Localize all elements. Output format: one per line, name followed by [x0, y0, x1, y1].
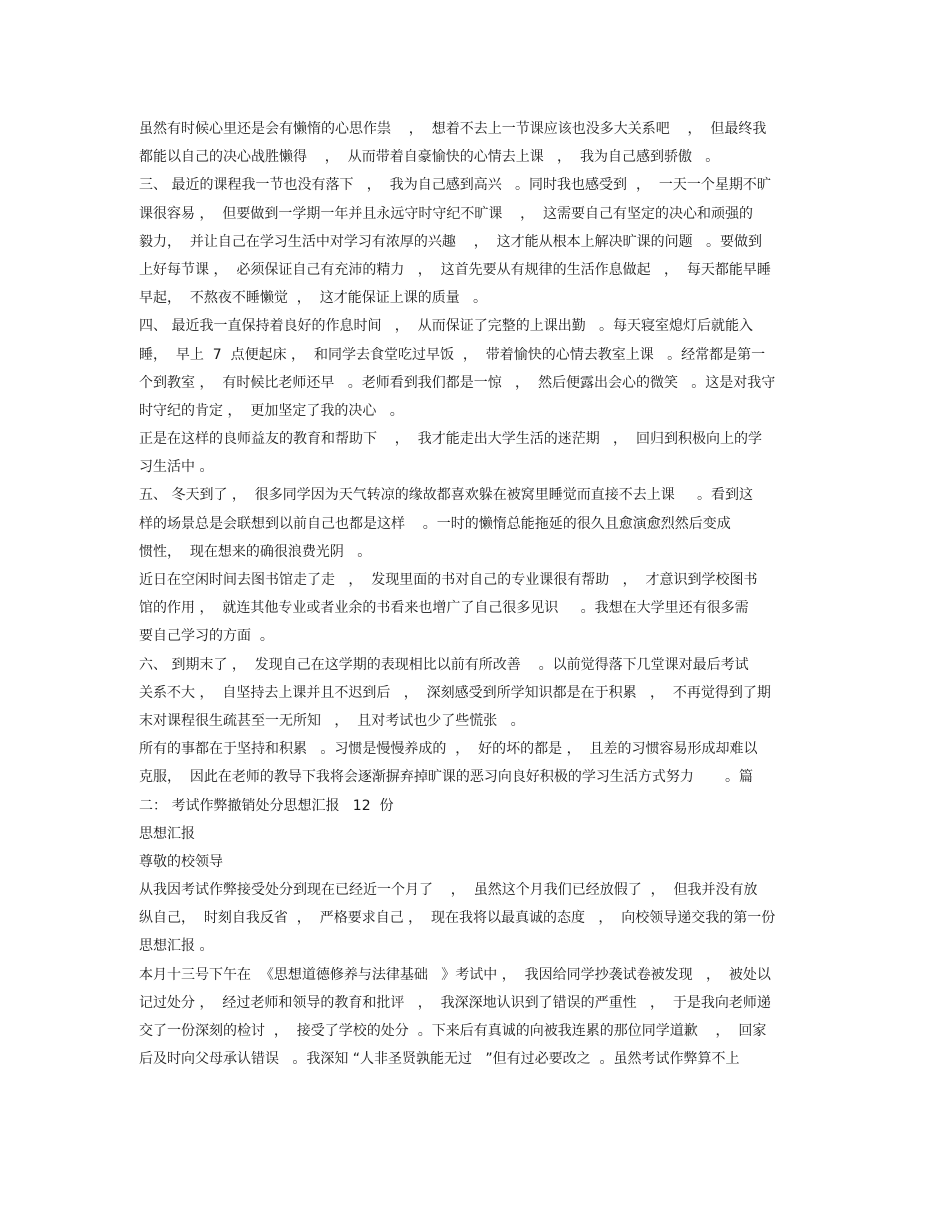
text-line: 要自己学习的方面 。 — [139, 628, 274, 645]
text-line: 馆的作用 ， 就连其他专业或者业余的书看来也增广了自己很多见识 。我想在大学里还有很多需 — [139, 600, 749, 617]
text-line: 四、 最近我一直保持着良好的作息时间 ， 从而保证了完整的上课出勤 。每天寝室熄灯后就能入 — [139, 318, 754, 335]
text-line: 思想汇报 — [139, 825, 195, 842]
text-line: 正是在这样的良师益友的教育和帮助下 ， 我才能走出大学生活的迷茫期 ， 回归到积极向上的学 — [139, 431, 762, 448]
text-line: 三、 最近的课程我一节也没有落下 ， 我为自己感到高兴 。同时我也感受到 ， 一天一个星期不旷 — [139, 177, 771, 194]
text-line: 本月十三号下午在 《思想道德修养与法律基础 》考试中 ， 我因给同学抄袭试卷被发现 ， 被处以 — [139, 966, 771, 983]
text-line: 近日在空闲时间去图书馆走了走 ， 发现里面的书对自己的专业课很有帮助 ， 才意识到学校图书 — [139, 572, 758, 588]
text-line: 克服， 因此在老师的教导下我将会逐渐摒弃掉旷课的恶习向良好积极的学习生活方式努力 。篇 — [139, 769, 754, 786]
text-line: 个到教室 ， 有时候比老师还早 。老师看到我们都是一惊 ， 然后便露出会心的微笑 。这是对我守 — [139, 374, 776, 391]
text-line: 样的场景总是会联想到以前自己也都是这样 。一时的懒惰总能拖延的很久且愈演愈烈然后变成 — [139, 515, 731, 532]
text-line: 所有的事都在于坚持和积累 。习惯是慢慢养成的 ， 好的坏的都是 ， 且差的习惯容易形成却难以 — [139, 741, 758, 758]
text-line: 末对课程很生疏甚至一无所知 ， 且对考试也少了些慌张 。 — [139, 712, 525, 729]
text-line: 交了一份深刻的检讨 ， 接受了学校的处分 。下来后有真诚的向被我连累的那位同学道歉 ， 回家 — [139, 1023, 767, 1039]
text-line: 二： 考试作弊撤销处分思想汇报 12 份 — [139, 797, 394, 814]
text-line: 尊敬的校领导 — [139, 853, 223, 870]
text-line: 时守纪的肯定 ， 更加坚定了我的决心 。 — [139, 402, 404, 419]
text-line: 从我因考试作弊接受处分到现在已经近一个月了 ， 虽然这个月我们已经放假了 ， 但我并没有放 — [139, 882, 758, 899]
text-line: 记过处分 ， 经过老师和领导的教育和批评 ， 我深深地认识到了错误的严重性 ， 于是我向老师递 — [139, 994, 771, 1011]
text-line: 关系不大 ， 自坚持去上课并且不迟到后 ， 深刻感受到所学知识都是在于积累 ， 不再觉得到了期 — [139, 684, 771, 701]
text-line: 思想汇报 。 — [139, 938, 214, 955]
text-line: 纵自己， 时刻自我反省 ， 严格要求自己 ， 现在我将以最真诚的态度 ， 向校领导递交我的第一份 — [139, 910, 776, 927]
text-line: 虽然有时候心里还是会有懒惰的心思作祟 ， 想着不去上一节课应该也没多大关系吧 ， 但最终我 — [139, 121, 767, 137]
text-line: 习生活中 。 — [139, 459, 214, 476]
text-line: 睡， 早上 7 点便起床 ， 和同学去食堂吃过早饭 ， 带着愉快的心情去教室上课 。经常都是第一 — [139, 346, 766, 363]
text-line: 都能以自己的决心战胜懒得 ， 从而带着自豪愉快的心情去上课 ， 我为自己感到骄傲 。 — [139, 149, 720, 166]
document-body — [139, 115, 811, 1073]
text-line: 早起， 不熬夜不睡懒觉 ， 这才能保证上课的质量 。 — [139, 290, 488, 307]
text-line: 惯性， 现在想来的确很浪费光阴 。 — [139, 543, 372, 560]
text-line: 课很容易 ， 但要做到一学期一年并且永远守时守纪不旷课 ， 这需要自己有坚定的决心和顽强的 — [139, 205, 754, 222]
text-line: 毅力， 并让自己在学习生活中对学习有浓厚的兴趣 ， 这才能从根本上解决旷课的问题 。要做到 — [139, 233, 762, 250]
text-line: 上好每节课 ， 必须保证自己有充沛的精力 ， 这首先要从有规律的生活作息做起 ， 每天都能早睡 — [139, 261, 771, 278]
text-line: 六、 到期末了 ， 发现自己在这学期的表现相比以前有所改善 。以前觉得落下几堂课对最后考试 — [139, 656, 749, 673]
text-line: 后及时向父母承认错误 。我深知 “人非圣贤孰能无过 ”但有过必要改之 。虽然考试作弊算不上 — [139, 1051, 740, 1068]
text-line: 五、 冬天到了 ， 很多同学因为天气转凉的缘故都喜欢躲在被窝里睡觉而直接不去上课 。看到这 — [139, 487, 754, 504]
